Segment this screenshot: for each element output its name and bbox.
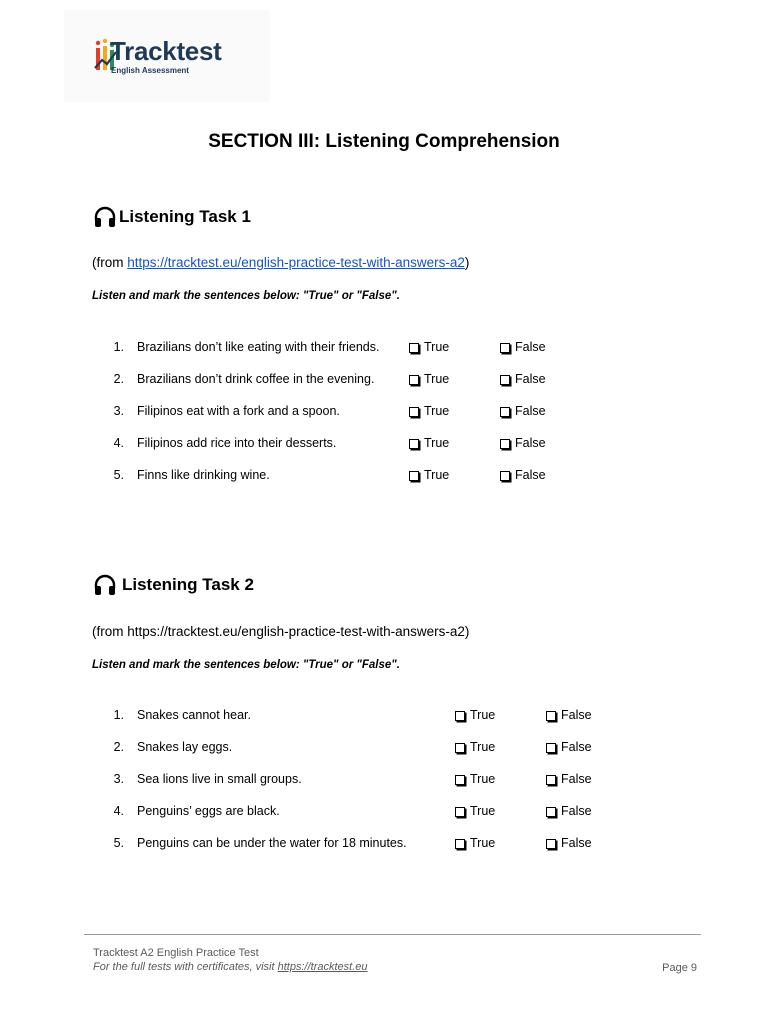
question-text: Penguins can be under the water for 18 minutes.	[137, 836, 407, 850]
true-option[interactable]	[409, 404, 449, 418]
question-number: 2.	[113, 740, 124, 754]
false-label: False	[561, 836, 592, 850]
false-label: False	[561, 740, 592, 754]
true-option[interactable]	[455, 708, 495, 722]
question-text: Snakes cannot hear.	[137, 708, 251, 722]
question-row	[0, 772, 768, 790]
false-label: False	[515, 340, 546, 354]
footer-title: Tracktest A2 English Practice Test	[93, 947, 259, 959]
false-option[interactable]	[546, 772, 592, 786]
question-row	[0, 372, 768, 390]
question-text: Penguins’ eggs are black.	[137, 804, 280, 818]
question-text: Finns like drinking wine.	[137, 468, 270, 482]
task-1-title-text: Listening Task 1	[119, 207, 251, 226]
task-2-instruction: Listen and mark the sentences below: "True" or "False".	[92, 659, 400, 671]
true-option[interactable]	[409, 340, 449, 354]
true-option[interactable]	[409, 372, 449, 386]
true-label: True	[424, 436, 450, 450]
checkbox-icon[interactable]	[409, 343, 419, 353]
question-row	[0, 468, 768, 486]
question-number: 3.	[113, 772, 124, 786]
true-label: True	[470, 804, 496, 818]
question-text: Brazilians don’t drink coffee in the evening.	[137, 372, 375, 386]
question-text: Brazilians don’t like eating with their friends.	[137, 340, 380, 354]
checkbox-icon[interactable]	[455, 711, 465, 721]
question-row	[0, 836, 768, 854]
true-option[interactable]	[455, 740, 495, 754]
false-label: False	[561, 804, 592, 818]
question-number: 5.	[113, 836, 124, 850]
task-1-instruction: Listen and mark the sentences below: "True" or "False".	[92, 290, 400, 302]
logo-name: Tracktest	[110, 36, 222, 66]
checkbox-icon[interactable]	[500, 375, 510, 385]
logo-subtitle: English Assessment	[111, 66, 189, 75]
true-option[interactable]	[455, 772, 495, 786]
question-number: 4.	[113, 436, 124, 450]
question-row	[0, 804, 768, 822]
footer-link[interactable]: https://tracktest.eu	[277, 961, 368, 973]
true-option[interactable]	[455, 804, 495, 818]
checkbox-icon[interactable]	[409, 407, 419, 417]
false-label: False	[515, 436, 546, 450]
question-number: 3.	[113, 404, 124, 418]
false-option[interactable]	[500, 436, 546, 450]
true-option[interactable]	[455, 836, 495, 850]
false-option[interactable]	[546, 708, 592, 722]
false-option[interactable]	[546, 836, 592, 850]
headphones-icon	[93, 574, 117, 596]
false-label: False	[515, 468, 546, 482]
question-row	[0, 340, 768, 358]
question-text: Sea lions live in small groups.	[137, 772, 302, 786]
checkbox-icon[interactable]	[500, 471, 510, 481]
question-number: 1.	[113, 708, 124, 722]
question-text: Filipinos add rice into their desserts.	[137, 436, 337, 450]
false-option[interactable]	[500, 468, 546, 482]
question-number: 5.	[113, 468, 124, 482]
checkbox-icon[interactable]	[500, 343, 510, 353]
false-option[interactable]	[500, 372, 546, 386]
checkbox-icon[interactable]	[500, 439, 510, 449]
true-label: True	[424, 404, 450, 418]
false-option[interactable]	[500, 404, 546, 418]
source-suffix: )	[464, 255, 470, 270]
footer-divider	[84, 934, 701, 935]
checkbox-icon[interactable]	[409, 439, 419, 449]
true-option[interactable]	[409, 436, 449, 450]
source-link[interactable]: https://tracktest.eu/english-practice-test-with-answers-a2	[127, 255, 465, 270]
checkbox-icon[interactable]	[546, 775, 556, 785]
question-number: 2.	[113, 372, 124, 386]
question-row	[0, 708, 768, 726]
task-2-title-text: Listening Task 2	[122, 575, 254, 594]
question-text: Filipinos eat with a fork and a spoon.	[137, 404, 340, 418]
true-label: True	[470, 740, 496, 754]
true-label: True	[470, 772, 496, 786]
footer-note	[93, 961, 368, 973]
false-option[interactable]	[546, 740, 592, 754]
checkbox-icon[interactable]	[409, 471, 419, 481]
source-prefix: (from	[92, 255, 128, 270]
footer-note-text: For the full tests with certificates, visit	[93, 961, 278, 973]
checkbox-icon[interactable]	[546, 711, 556, 721]
checkbox-icon[interactable]	[546, 807, 556, 817]
false-option[interactable]	[546, 804, 592, 818]
checkbox-icon[interactable]	[500, 407, 510, 417]
false-label: False	[561, 772, 592, 786]
checkbox-icon[interactable]	[455, 743, 465, 753]
checkbox-icon[interactable]	[455, 807, 465, 817]
checkbox-icon[interactable]	[546, 839, 556, 849]
task-1-title	[93, 206, 251, 228]
task-1-source	[92, 255, 469, 270]
true-label: True	[424, 468, 450, 482]
page-number: Page 9	[662, 962, 697, 974]
task-2-source: (from https://tracktest.eu/english-practice-test-with-answers-a2)	[92, 624, 470, 639]
headphones-icon	[93, 206, 117, 228]
false-label: False	[515, 372, 546, 386]
logo	[64, 10, 270, 102]
true-label: True	[424, 340, 450, 354]
question-number: 1.	[113, 340, 124, 354]
true-label: True	[470, 836, 496, 850]
false-label: False	[515, 404, 546, 418]
question-row	[0, 740, 768, 758]
section-title: SECTION III: Listening Comprehension	[208, 131, 560, 152]
checkbox-icon[interactable]	[409, 375, 419, 385]
question-text: Snakes lay eggs.	[137, 740, 233, 754]
task-2-title	[93, 574, 254, 596]
checkbox-icon[interactable]	[455, 839, 465, 849]
checkbox-icon[interactable]	[546, 743, 556, 753]
checkbox-icon[interactable]	[455, 775, 465, 785]
true-label: True	[470, 708, 496, 722]
question-row	[0, 404, 768, 422]
false-option[interactable]	[500, 340, 546, 354]
false-label: False	[561, 708, 592, 722]
question-number: 4.	[113, 804, 124, 818]
true-option[interactable]	[409, 468, 449, 482]
true-label: True	[424, 372, 450, 386]
question-row	[0, 436, 768, 454]
